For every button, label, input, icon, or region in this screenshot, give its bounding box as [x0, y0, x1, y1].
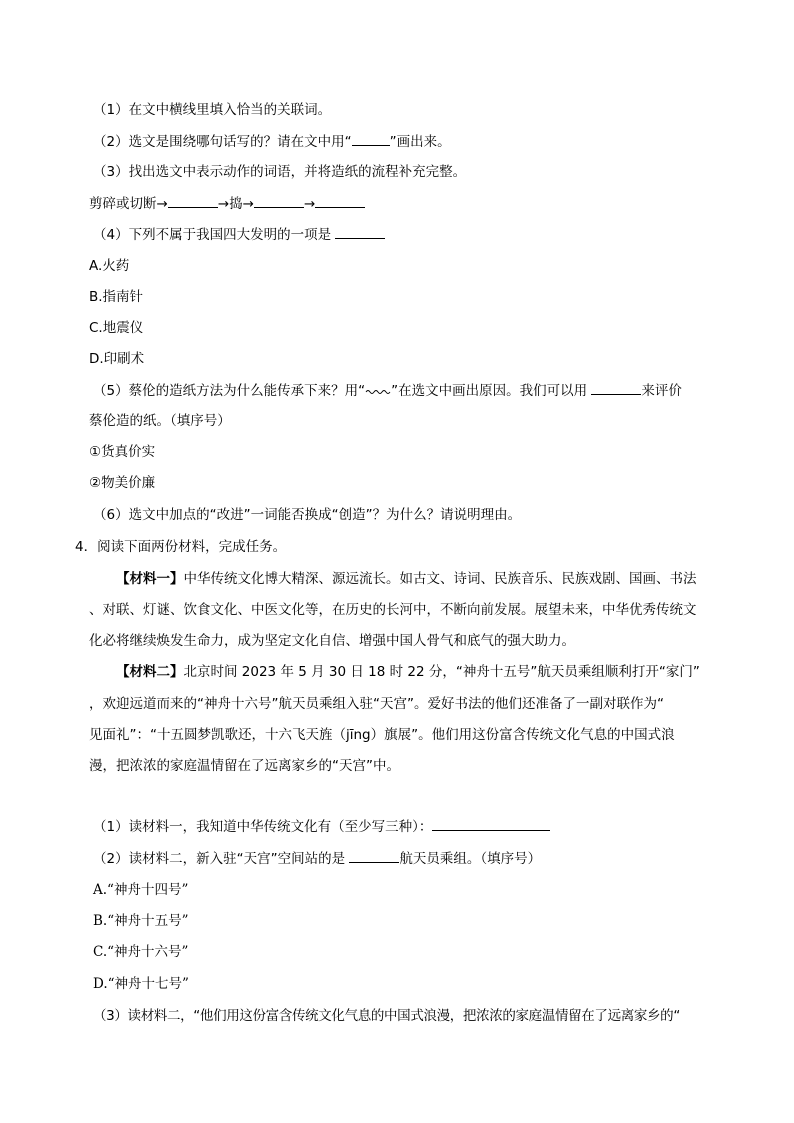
q3-item-5 [93, 380, 682, 401]
choice-1: ①货真价实 [89, 444, 156, 460]
material-2-line-4: 漫，把浓浓的家庭温情留在了远离家乡的“天宫”中。 [89, 758, 400, 774]
q4-heading: 4．阅读下面两份材料，完成任务。 [75, 539, 287, 555]
q4-sub-3: （3）读材料二，“他们用这份富含传统文化气息的中国式浪漫，把浓浓的家庭温情留在了远离家乡的“ [93, 1008, 680, 1024]
q4-sub-2-suffix: 航天员乘组。（填序号） [399, 851, 542, 867]
flow-blank-3[interactable] [315, 193, 365, 208]
flow-arrow: → [217, 196, 230, 212]
q4-option-d: D.“神舟十七号” [93, 976, 189, 992]
choice-2: ②物美价廉 [89, 475, 156, 491]
underline-blank[interactable] [352, 131, 390, 146]
q4-sub-2 [93, 848, 541, 869]
material-1-text: 中华传统文化博大精深、源远流长。如古文、诗词、民族音乐、民族戏剧、国画、书法 [183, 571, 697, 587]
q3-item-2-suffix: ”画出来。 [389, 134, 451, 150]
option-b: B.指南针 [89, 289, 144, 305]
flow-step-start: 剪碎或切断→ [89, 196, 168, 212]
q3-item-5-a: （5）蔡伦的造纸方法为什么能传承下来？用“ [93, 383, 366, 399]
q3-item-4-text: （4）下列不属于我国四大发明的一项是 [93, 227, 332, 243]
material-1-line-2: 、对联、灯谜、饮食文化、中医文化等，在历史的长河中，不断向前发展。展望未来，中华优秀传统文 [89, 602, 697, 618]
q3-item-5-c: 来评价 [641, 383, 682, 399]
q3-item-3: （3）找出选文中表示动作的词语，并将造纸的流程补充完整。 [93, 164, 467, 180]
q4-sub-2-prefix: （2）读材料二，新入驻“天宫”空间站的是 [93, 851, 346, 867]
option-d: D.印刷术 [89, 351, 145, 367]
material-2-text: 北京时间 2023 年 5 月 30 日 18 时 22 分，“神舟十五号”航天员乘组顺利打开“家门” [183, 664, 700, 680]
q4-sub-1 [93, 816, 550, 837]
material-1-line-1 [116, 569, 697, 589]
q4-option-c: C.“神舟十六号” [93, 944, 189, 960]
q4-option-a: A.“神舟十四号” [93, 882, 189, 898]
q3-item-2 [93, 131, 451, 152]
material-2-tag: 【材料二】 [116, 664, 184, 680]
wavy-underline-icon [365, 386, 391, 396]
q3-item-4 [93, 224, 385, 245]
q4-sub-1-text: （1）读材料一，我知道中华传统文化有（至少写三种）： [93, 819, 433, 835]
q3-item-6: （6）选文中加点的“改进”一词能否换成“创造”？为什么？请说明理由。 [93, 507, 522, 523]
material-2-line-3: 见面礼”：“十五圆梦凯歌还，十六飞天旌（jīng）旗展”。他们用这份富含传统文化气息的中国式浪 [89, 727, 675, 743]
flow-arrow: → [303, 196, 316, 212]
flow-blank-2[interactable] [254, 193, 304, 208]
option-a: A.火药 [89, 258, 130, 274]
flow-step-mid: 捣→ [229, 196, 254, 212]
material-1-tag: 【材料一】 [116, 571, 184, 587]
answer-blank[interactable] [335, 224, 385, 239]
q3-item-5-cont: 蔡伦造的纸。（填序号） [89, 413, 231, 429]
papermaking-flow [89, 193, 365, 214]
answer-blank[interactable] [432, 816, 550, 831]
material-1-line-3: 化必将继续焕发生命力，成为坚定文化自信、增强中国人骨气和底气的强大助力。 [89, 633, 575, 649]
answer-blank[interactable] [591, 380, 641, 395]
q3-item-2-prefix: （2）选文是围绕哪句话写的？请在文中用“ [93, 134, 352, 150]
flow-blank-1[interactable] [168, 193, 218, 208]
material-2-line-2: ，欢迎远道而来的“神舟十六号”航天员乘组入驻“天宫”。爱好书法的他们还准备了一副对联作为“ [89, 696, 664, 712]
option-c: C.地震仪 [89, 320, 144, 336]
q4-option-b: B.“神舟十五号” [93, 913, 189, 929]
q3-item-5-b: ”在选文中画出原因。我们可以用 [391, 383, 588, 399]
answer-blank[interactable] [349, 848, 399, 863]
q3-item-1: （1）在文中横线里填入恰当的关联词。 [93, 102, 332, 118]
material-2-line-1 [116, 662, 700, 682]
